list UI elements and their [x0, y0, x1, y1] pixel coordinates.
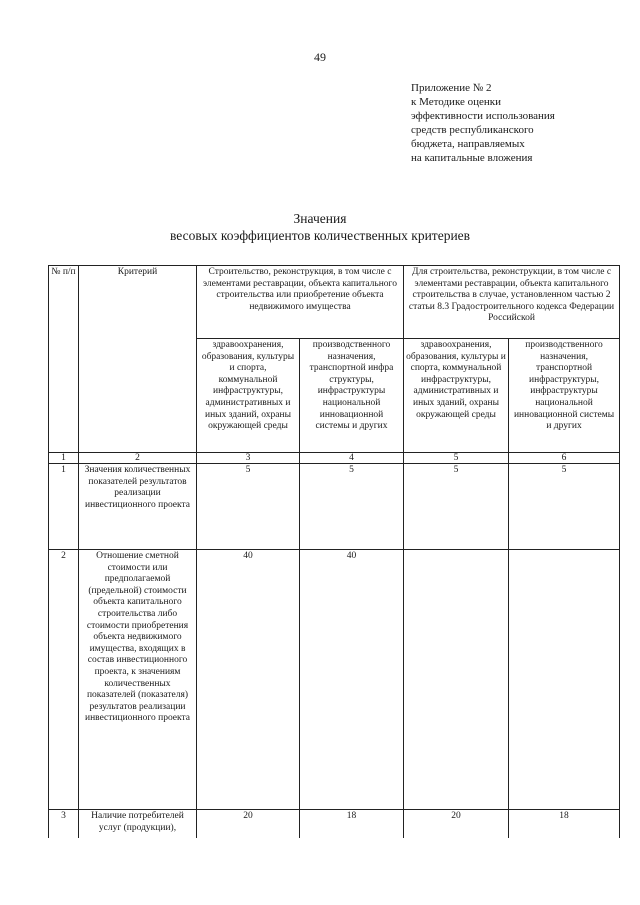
row-criterion: Наличие потребителей услуг (продукции),	[79, 810, 197, 838]
row-value-4: 5	[300, 464, 404, 550]
header-sub-6: производственного назначения, транспортной инфраструктуры, инфраструктуры национальной инновационной системы и других	[509, 339, 620, 453]
row-value-4: 18	[300, 810, 404, 838]
row-criterion: Отношение сметной стоимости или предполагаемой (предельной) стоимости объекта капитального строительства либо стоимости приобретения объекта недвижимого имущества, входящих в состав инвестиционного проекта, к значениям количественных показателей (показателя) результатов реализации инвестиционного проекта	[79, 550, 197, 810]
row-value-6: 18	[509, 810, 620, 838]
title-line-1: Значения	[293, 211, 347, 226]
appendix-line: на капитальные вложения	[411, 152, 533, 164]
row-value-6: 5	[509, 464, 620, 550]
index-cell: 6	[509, 453, 620, 464]
appendix-note	[411, 81, 611, 165]
index-cell: 5	[404, 453, 509, 464]
title-line-2: весовых коэффициентов количественных критериев	[169, 228, 471, 243]
header-sub-4: производственного назначения, транспортной инфра структуры, инфраструктуры национальной инновационной системы и других	[300, 339, 404, 453]
page-number: 49	[314, 50, 326, 64]
row-value-3: 20	[197, 810, 300, 838]
header-row-1	[49, 266, 620, 339]
row-value-5: 5	[404, 464, 509, 550]
table-row	[49, 550, 620, 810]
table-row	[49, 464, 620, 550]
row-number: 3	[49, 810, 79, 838]
index-cell: 2	[79, 453, 197, 464]
index-cell: 4	[300, 453, 404, 464]
row-criterion: Значения количественных показателей результатов реализации инвестиционного проекта	[79, 464, 197, 550]
column-index-row	[49, 453, 620, 464]
header-group-1: Строительство, реконструкция, в том числе с элементами реставрации, объекта капитального строительства или приобретение объекта недвижимого имущества	[197, 266, 404, 339]
appendix-line: Приложение № 2	[411, 82, 492, 94]
row-value-3: 40	[197, 550, 300, 810]
appendix-line: средств республиканского	[411, 124, 534, 136]
row-value-3: 5	[197, 464, 300, 550]
header-sub-3: здравоохранения, образования, культуры и спорта, коммунальной инфраструктуры, административных и иных зданий, охраны окружающей среды	[197, 339, 300, 453]
appendix-line: бюджета, направляемых	[411, 138, 525, 150]
header-sub-5: здравоохранения, образования, культуры и спорта, коммунальной инфраструктуры, административных и иных зданий, охраны окружающей среды	[404, 339, 509, 453]
criteria-table	[48, 265, 620, 838]
index-cell: 3	[197, 453, 300, 464]
row-value-5	[404, 550, 509, 810]
document-title	[0, 210, 640, 244]
row-number: 2	[49, 550, 79, 810]
appendix-line: к Методике оценки	[411, 96, 502, 108]
header-group-2: Для строительства, реконструкции, в том числе с элементами реставрации, объекта капитального строительства в случае, установленном частью 2 статьи 8.3 Градостроительного кодекса Федерации Российской	[404, 266, 620, 339]
row-number: 1	[49, 464, 79, 550]
table-row	[49, 810, 620, 838]
row-value-6	[509, 550, 620, 810]
row-value-5: 20	[404, 810, 509, 838]
header-num: № п/п	[49, 266, 79, 453]
header-criterion: Критерий	[79, 266, 197, 453]
row-value-4: 40	[300, 550, 404, 810]
index-cell: 1	[49, 453, 79, 464]
appendix-line: эффективности использования	[411, 110, 555, 122]
